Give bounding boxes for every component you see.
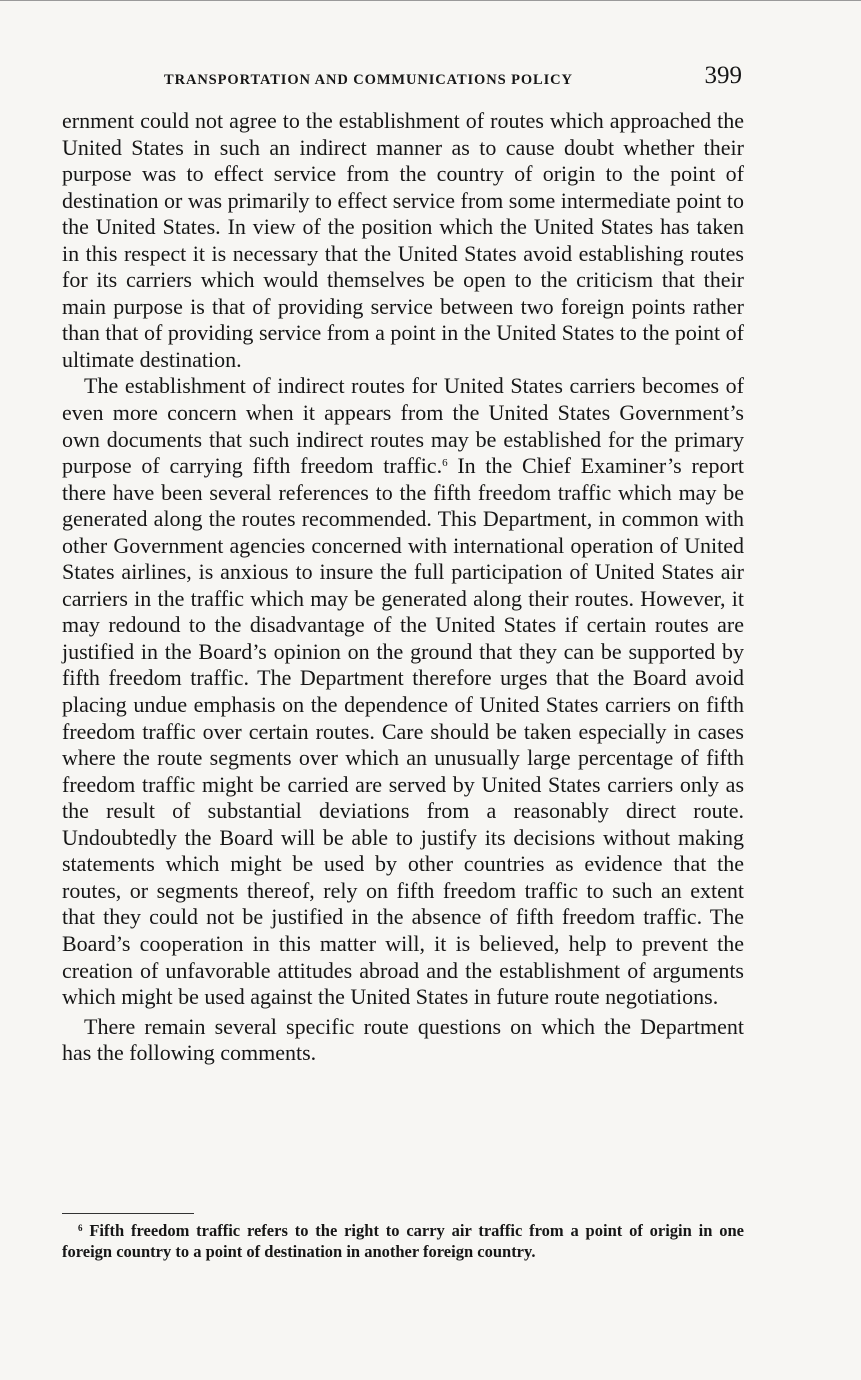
page-number: 399 — [704, 62, 742, 89]
footnote-reference: 6 — [442, 457, 448, 470]
page-header — [62, 62, 742, 96]
footnote-rule — [62, 1213, 194, 1214]
body-text — [62, 108, 744, 1067]
paragraph-1: ernment could not agree to the establishment of routes which approached the United States in such an indirect manner as to cause doubt whether their purpose was to effect service from the country of origin to the point of destination or was primarily to effect service from some intermediate point to the United States. In view of the position which the United States has taken in this respect it is necessary that the United States avoid establishing routes for its carriers which would themselves be open to the criticism that their main purpose is that of providing service between two foreign points rather than that of providing service from a point in the United States to the point of ultimate destination. — [62, 108, 744, 372]
paragraph-2-text-end: In the Chief Examiner’s report there have been several references to the fifth freedom traffic which may be generated along the routes recommended. This Department, in common with other Government agencies concerned with international operation of United States airlines, is anxious to insure the full participation of United States air carriers in the traffic which may be generated along their routes. However, it may redound to the disadvantage of the United States if certain routes are justified in the Board’s opinion on the ground that they can be supported by fifth freedom traffic. The Department therefore urges that the Board avoid placing undue emphasis on the dependence of United States carriers on fifth freedom traffic over certain routes. Care should be taken especially in cases where the route segments over which an unusually large percentage of fifth freedom traffic might be carried are served by United States carriers only as the result of substantial deviations from a reasonably direct route. Undoubtedly the Board will be able to justify its decisions without making statements which might be used by other countries as evidence that the routes, or segments thereof, rely on fifth freedom traffic to such an extent that they could not be justified in the absence of fifth freedom traffic. The Board’s cooperation in this matter will, it is believed, help to prevent the creation of unfavorable attitudes abroad and the establishment of arguments which might be used against the United States in future route negotiations. — [62, 453, 744, 1010]
running-head: TRANSPORTATION AND COMMUNICATIONS POLICY — [164, 72, 573, 88]
paragraph-2-text-start: The establishment of indirect routes for United States carriers becomes of even more concern when it appears from the United States Government’s own documents that such indirect routes may be established for the primary purpose of carrying fifth freedom traffic. — [62, 373, 744, 479]
footnote-text: Fifth freedom traffic refers to the right to carry air traffic from a point of origin in one foreign country to a point of destination in another foreign country. — [62, 1221, 744, 1261]
footnote-marker: 6 — [78, 1223, 83, 1233]
paragraph-2 — [62, 373, 744, 1010]
top-edge-rule — [0, 0, 861, 1]
paragraph-3: There remain several specific route questions on which the Department has the following comments. — [62, 1013, 744, 1066]
footnote — [62, 1220, 744, 1262]
